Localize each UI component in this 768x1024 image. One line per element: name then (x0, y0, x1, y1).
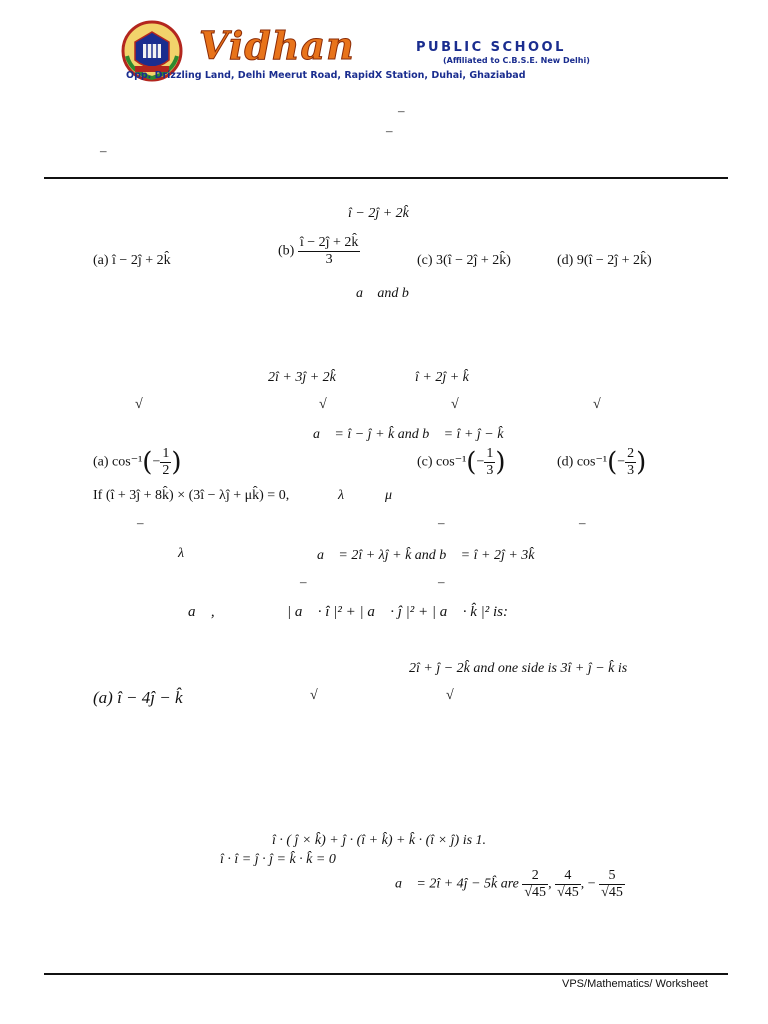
q4-option-c-fraction (484, 446, 495, 479)
fraction-denominator: 3 (325, 252, 333, 267)
q10-vector: a⃗ = 2î + 4ĵ − 5k̂ are (395, 876, 519, 892)
fraction-denominator: 2 (162, 463, 170, 478)
sqrt-mark: √ (319, 397, 327, 412)
q1-option-c: (c) 3(î − 2ĵ + 2k̂) (417, 253, 511, 268)
separator: , − (580, 876, 596, 892)
paren-close: ) (495, 447, 506, 478)
affiliation-text: (Affiliated to C.B.S.E. New Delhi) (443, 56, 590, 65)
stray-dash: – (100, 143, 107, 158)
header-rule (44, 177, 728, 179)
q4-option-a-fraction (160, 446, 171, 479)
q7-expression: | a⃗ · î |² + | a⃗ · ĵ |² + | a⃗ · k̂ |² is: (287, 604, 508, 620)
stray-dash: – (398, 103, 405, 118)
paren-open: ( (607, 447, 618, 478)
paren-open: ( (142, 447, 153, 478)
fraction-numerator: 2 (627, 446, 635, 461)
fraction-denominator: 3 (627, 463, 635, 478)
fraction-denominator: √45 (601, 885, 623, 900)
q9-statement: î · ( ĵ × k̂) + ĵ · (î + k̂) + k̂ · (î × ĵ) is 1. (272, 833, 487, 848)
q4-vectors: a⃗ = î − ĵ + k̂ and b⃗ = î + ĵ − k̂ (313, 427, 504, 442)
lambda-mark: λ (338, 488, 345, 503)
q4-option-c (417, 446, 506, 479)
fraction-denominator: 3 (486, 463, 494, 478)
q7-vector: a⃗ , (188, 604, 215, 620)
q10-statement (395, 868, 625, 901)
lambda-mark: λ (178, 546, 185, 561)
q10-fraction-1 (522, 868, 548, 901)
fraction-numerator: 2 (522, 868, 548, 885)
q10-fraction-3 (599, 868, 625, 901)
minus-sign: − (152, 454, 161, 470)
q1-option-d: (d) 9(î − 2ĵ + 2k̂) (557, 253, 652, 268)
q1-option-b (278, 235, 360, 268)
sqrt-mark: √ (451, 397, 459, 412)
mu-mark: μ (385, 488, 393, 503)
paren-close: ) (636, 447, 647, 478)
sqrt-mark: √ (593, 397, 601, 412)
q4-option-d-fraction (625, 446, 636, 479)
q1-vector: î − 2ĵ + 2k̂ (348, 206, 409, 221)
sqrt-mark: √ (135, 397, 143, 412)
q8-statement: 2î + ĵ − 2k̂ and one side is 3î + ĵ − k̂ is (409, 661, 628, 676)
q4-option-d-label: (d) cos⁻¹ (557, 454, 608, 470)
fraction-denominator: √45 (524, 885, 547, 900)
q5-statement: If (î + 3ĵ + 8k̂) × (3î − λĵ + μk̂) = 0, (93, 488, 290, 503)
school-type: PUBLIC SCHOOL (416, 40, 566, 55)
fraction-numerator: î − 2ĵ + 2k̂ (299, 235, 359, 250)
separator: , (548, 876, 552, 892)
fraction-denominator: √45 (557, 885, 579, 900)
q4-option-d (557, 446, 646, 479)
fraction-numerator: 1 (486, 446, 494, 461)
q8-option-a: (a) î − 4ĵ − k̂ (93, 688, 183, 707)
school-address: Opp. Drizzling Land, Delhi Meerut Road, RapidX Station, Duhai, Ghaziabad (126, 70, 526, 81)
q9-statement-2: î · î = ĵ · ĵ = k̂ · k̂ = 0 (220, 852, 336, 867)
minus-sign: − (476, 454, 485, 470)
q2-vectors: a⃗ and b⃗ (356, 286, 420, 301)
q3-vector-2: î + 2ĵ + k̂ (415, 370, 469, 385)
q1-option-a: (a) î − 2ĵ + 2k̂ (93, 253, 171, 268)
q1-option-b-fraction (298, 235, 361, 268)
q6-vectors: a⃗ = 2î + λĵ + k̂ and b⃗ = î + 2ĵ + 3k̂ (317, 548, 535, 563)
footer-rule (44, 973, 728, 975)
stray-dash: – (300, 574, 307, 589)
q4-option-c-label: (c) cos⁻¹ (417, 454, 467, 470)
sqrt-mark: √ (310, 688, 318, 703)
paren-close: ) (171, 447, 182, 478)
fraction-numerator: 4 (555, 868, 581, 885)
minus-sign: − (617, 454, 626, 470)
q4-option-a-label: (a) cos⁻¹ (93, 454, 143, 470)
fraction-numerator: 1 (162, 446, 170, 461)
stray-dash: – (438, 574, 445, 589)
stray-dash: – (438, 515, 445, 530)
stray-dash: – (579, 515, 586, 530)
school-name: Vidhan (199, 23, 355, 68)
q4-option-a (93, 446, 182, 479)
paren-open: ( (466, 447, 477, 478)
sqrt-mark: √ (446, 688, 454, 703)
stray-dash: – (386, 123, 393, 138)
footer-text: VPS/Mathematics/ Worksheet (562, 978, 708, 990)
q3-vector-1: 2î + 3ĵ + 2k̂ (268, 370, 336, 385)
fraction-numerator: 5 (599, 868, 625, 885)
q1-option-b-label: (b) (278, 243, 295, 259)
stray-dash: – (137, 515, 144, 530)
q10-fraction-2 (555, 868, 581, 901)
